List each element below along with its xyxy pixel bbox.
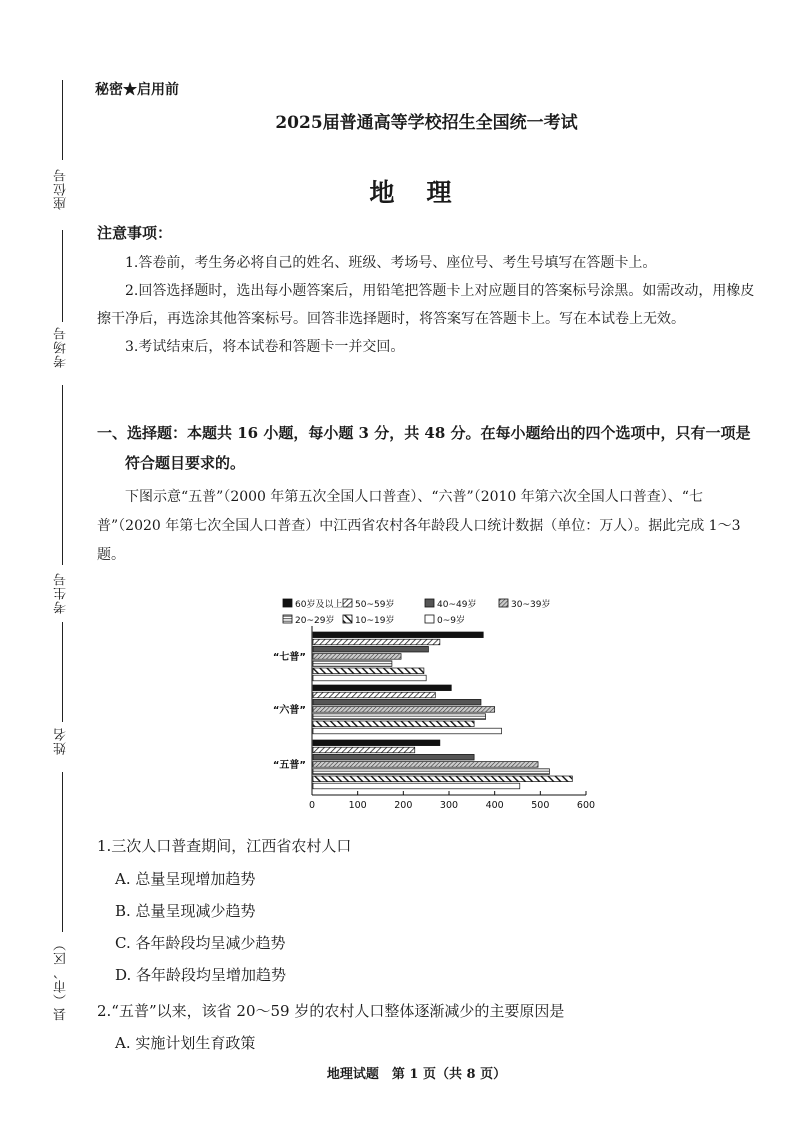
section-1-line-2: 符合题目要求的。 (125, 454, 246, 472)
name-label: 姓名 (54, 727, 69, 755)
bar (313, 747, 415, 753)
bar (313, 754, 474, 760)
legend-label: 30~39岁 (511, 600, 551, 610)
category-label: “五普” (272, 760, 306, 772)
county-label: 县（市、区） (54, 937, 69, 1021)
section-1-heading (97, 418, 759, 478)
notice-item-3: 3.考试结束后，将本试卷和答题卡一并交回。 (125, 339, 405, 355)
bar (313, 646, 428, 652)
population-bar-chart (255, 590, 595, 815)
legend-label: 10~19岁 (355, 616, 395, 626)
legend-item (425, 598, 476, 610)
bar (313, 714, 486, 720)
binding-line-seat (62, 230, 63, 322)
legend-swatch (343, 615, 352, 623)
exam-room-label: 考场号 (54, 326, 69, 368)
legend-item (425, 614, 465, 626)
x-tick-label: 400 (485, 800, 504, 811)
bar (313, 769, 549, 775)
exam-title: 2025届普通高等学校招生全国统一考试 (275, 113, 578, 133)
bar (313, 661, 392, 667)
legend-label: 20~29岁 (295, 616, 335, 626)
question-1-option-d[interactable]: D. 各年龄段均呈增加趋势 (115, 966, 287, 984)
confidential-mark: 秘密★启用前 (95, 82, 179, 98)
legend-label: 0~9岁 (437, 616, 465, 626)
legend-swatch (283, 615, 292, 623)
bar (313, 707, 495, 713)
category-label: “六普” (272, 705, 306, 717)
x-tick-label: 500 (531, 800, 550, 811)
bar (313, 632, 483, 638)
question-2-option-a[interactable]: A. 实施计划生育政策 (115, 1034, 256, 1052)
x-tick-label: 100 (348, 800, 367, 811)
legend-item (283, 598, 342, 610)
x-tick-label: 300 (439, 800, 459, 811)
legend-item (343, 614, 394, 626)
legend-item (499, 598, 550, 610)
subject-title: 地理 (369, 178, 484, 207)
bar (313, 728, 502, 734)
page-footer: 地理试题 第 1 页（共 8 页） (326, 1067, 507, 1082)
legend-item (343, 598, 394, 610)
bar (313, 654, 401, 660)
legend-swatch (425, 615, 434, 623)
bar (313, 776, 572, 782)
binding-line-name (62, 772, 63, 932)
bar (313, 692, 435, 698)
legend-label: 50~59岁 (355, 600, 395, 610)
category-label: “七普” (272, 652, 306, 664)
bar (313, 639, 440, 645)
notice-item-1: 1.答卷前，考生务必将自己的姓名、班级、考场号、座位号、考生号填写在答题卡上。 (125, 255, 657, 271)
bar (313, 740, 440, 746)
bar (313, 762, 538, 768)
legend-label: 60岁及以上 (295, 600, 343, 610)
question-1-option-b[interactable]: B. 总量呈现减少趋势 (115, 902, 256, 920)
material-intro-text: 下图示意“五普”（2000 年第五次全国人口普查）、“六普”（2010 年第六次全国人口普查）、“七普”（2020 年第七次全国人口普查）中江西省农村各年龄段人口统计数据（单位：万人）。据此完成 1～3 题。 (97, 489, 741, 563)
legend-swatch (425, 599, 434, 607)
bar (313, 721, 474, 727)
x-tick-label: 0 (308, 800, 316, 811)
legend-item (283, 614, 334, 626)
candidate-number-label: 考生号 (54, 572, 69, 614)
bar (313, 685, 451, 691)
binding-line-candidate (62, 622, 63, 722)
bar (313, 699, 481, 705)
bar (313, 675, 426, 681)
notice-heading: 注意事项： (97, 224, 173, 242)
question-1-option-a[interactable]: A. 总量呈现增加趋势 (115, 870, 256, 888)
legend-swatch (343, 599, 352, 607)
x-tick-label: 200 (394, 800, 413, 811)
section-1-line-1: 一、选择题：本题共 16 小题，每小题 3 分，共 48 分。在每小题给出的四个选项中，只有一项是 (97, 424, 751, 442)
binding-line-room (62, 385, 63, 565)
notice-list (97, 249, 757, 361)
question-2-stem: 2.“五普”以来，该省 20～59 岁的农村人口整体逐渐减少的主要原因是 (97, 1002, 565, 1020)
legend-swatch (283, 599, 292, 607)
question-1-stem: 1.三次人口普查期间，江西省农村人口 (97, 837, 352, 855)
seat-number-label: 座位号 (54, 168, 69, 210)
bar (313, 668, 424, 674)
notice-item-2: 2.回答选择题时，选出每小题答案后，用铅笔把答题卡上对应题目的答案标号涂黑。如需改动，用橡皮擦干净后，再选涂其他答案标号。回答非选择题时，将答案写在答题卡上。写在本试卷上无效。 (97, 283, 755, 327)
material-intro (97, 483, 759, 570)
x-tick-label: 600 (576, 800, 595, 811)
legend-swatch (499, 599, 508, 607)
legend-label: 40~49岁 (437, 600, 477, 610)
question-1-option-c[interactable]: C. 各年龄段均呈减少趋势 (115, 934, 286, 952)
bar (313, 783, 520, 789)
